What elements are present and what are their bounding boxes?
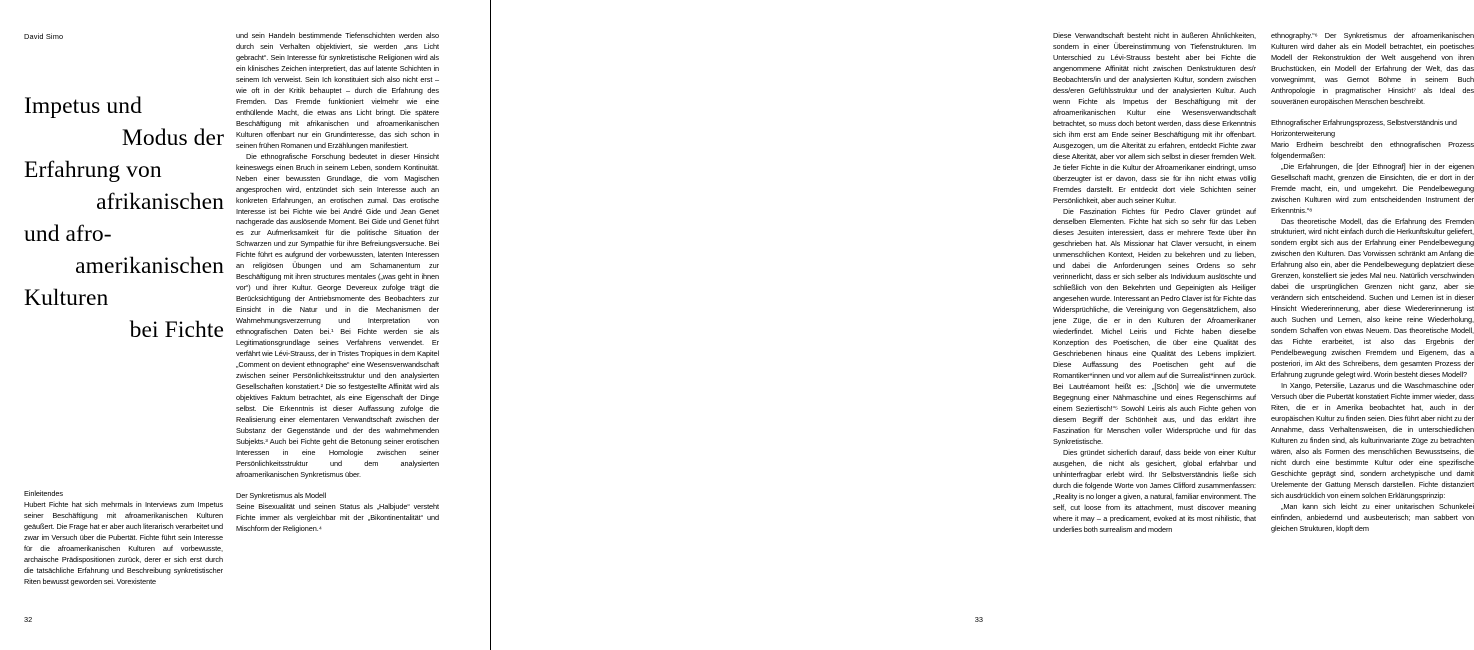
column-2 — [236, 31, 439, 535]
c4-paragraph-4: In Xango, Petersilie, Lazarus und die Waschmaschine oder Versuch über die Pubertät konstatiert Fichte immer wieder, dass Riten, die er in Amerika beobachtet hat, auch in der europäischen Kultur zu finden seien. Dies führt aber nicht zu der Annahme, dass Verhaltensweisen, die in unterschiedlichen Kulturen zu finden sind, als kulturinvariante Züge zu betrachten wären, also als Formen des menschlichen Bewusstseins, die nicht durch eine bestimmte Kultur oder eine spezifische Geschichte geprägt sind, sondern archetypische und damit Urelemente der Gattung Mensch darstellen. Fichte distanziert sich ausdrücklich von einem solchen Erklärungsprinzip: — [1271, 381, 1474, 500]
title-line-6: amerikanischen — [75, 253, 224, 280]
folio-left: 32 — [24, 614, 33, 624]
folio-right: 33 — [974, 614, 983, 624]
c2-paragraph-2: Die ethnografische Forschung bedeutet in dieser Hinsicht keineswegs einen Bruch in seinem Leben, sondern Kontinuität. Neben einer bewussten Grundlage, die vom Magischen angesprochen wird, entzündet sich sein Interesse auch an konkreten Erfahrungen, an erotischen zumal. Das erotische Interesse ist bei Fichte wie bei André Gide und Jean Genet nachgerade das auslösende Moment. Bei Gide und Genet führt es zur Aufmerksamkeit für die politische Situation der Schwarzen und zur Sympathie für ihre Befreiungsversuche. Bei Fichte führt es aufgrund der vorbewussten, latenten Interessen an religiösen Übungen und am Schamanentum zur Beschäftigung mit ihren structures mentales („was geht in ihnen vor“) und ihrer Kultur. George Devereux zufolge trägt die Berücksichtigung der Antriebsmomente des Beobachters zur Einsicht in die Natur und in die Mechanismen der Wahrnehmungsverzerrung und Interpretation von ethnografischen Daten bei.¹ Bei Fichte werden sie als Legitimationsgrundlage seines Verfahrens verwendet. Er verfährt wie Lévi-Strauss, der in Tristes Tropiques in dem Kapitel „Comment on devient ethnographe“ eine Wesensverwandschaft zwischen seiner Persönlichkeitsstruktur und den analysierten Gesellschaften konstatiert.² Die so festgestellte Affinität wird als objektives Faktum betrachtet, als eine Eigenschaft der Dinge selbst. Die Erkenntnis ist dieser Auffassung zufolge die Realisierung einer elementaren Verwandtschaft zwischen der Substanz der Gegenstände und der des wahrnehmenden Subjekts.³ Auch bei Fichte geht die Betonung seiner erotischen Interessen in eine Homologie zwischen seiner Persönlichkeitsstruktur und dem analysierten afroamerikanischen Synkretismus über. — [236, 151, 439, 479]
column-3 — [1053, 31, 1256, 536]
c4-paragraph-1: ethnography.“⁶ Der Synkretismus der afroamerikanischen Kulturen wird daher als ein Modell betrachtet, ein poetisches Modell der Rekonstruktion der Welt ausgehend von ihren Bruchstücken, ein Modell der Erfahrung der Welt, das das vorwegnimmt, was Gernot Böhme in seinem Buch Anthropologie in pragmatischer Hinsicht⁷ als Ideal des souveränen europäischen Menschen beschreibt. — [1271, 31, 1474, 106]
running-head-author: David Simo — [24, 32, 64, 41]
c3-paragraph-1: Diese Verwandtschaft besteht nicht in äußeren Ähnlichkeiten, sondern in einer Übereinstimmung von Tiefenstrukturen. Im Unterschied zu Lévi-Strauss besteht aber bei Fichte die angenommene Affinität nicht zwischen Denkstrukturen des/r Beobachters/in und der analysierten Kultur, sondern zwischen dess/eren Gefühlsstruktur und der analysierten Kultur. Auch wenn Fichte als Impetus der Beschäftigung mit der afroamerikanischen Kultur eine Wesensverwandtschaft betrachtet, so muss doch betont werden, dass diese Erkenntnis sich ihm erst am Ende seiner Beschäftigung mit ihr offenbart. Ausgezogen, um die Alterität zu erfahren, entdeckt Fichte zwar diese Alterität, aber vor allem sich selbst in dieser fremden Welt. Je tiefer Fichte in die Kultur der Afroamerikaner eindringt, umso überzeugter ist er davon, dass sie für ihn nicht etwas völlig Fremdes darstellt. Er entdeckt dort viele Schichten seiner Persönlichkeit, aber auch seiner Kultur. — [1053, 31, 1256, 205]
page-title — [24, 90, 224, 347]
c2-paragraph-3: Seine Bisexualität und seinen Status als „Halbjude“ versteht Fichte immer als vergleichbar mit der „Bikontinentalität“ und Mischform der Religionen.⁴ — [236, 501, 439, 533]
title-line-2: Modus der — [121, 125, 224, 152]
title-line-7: Kulturen — [24, 285, 109, 312]
title-line-1: Impetus und — [24, 93, 142, 119]
page-left — [0, 0, 490, 650]
page-right — [491, 0, 1474, 650]
title-line-4: afrikanischen — [96, 189, 224, 216]
column-intro — [24, 489, 223, 588]
c2-subhead: Der Synkretismus als Modell — [236, 490, 327, 500]
title-line-8: bei Fichte — [129, 317, 224, 344]
title-line-3: Erfahrung von — [24, 157, 162, 184]
c4-subhead: Ethnografischer Erfahrungsprozess, Selbstverständnis und Horizonterweiterung — [1271, 117, 1457, 138]
c4-paragraph-3: Das theoretische Modell, das die Erfahrung des Fremden strukturiert, wird nicht einfach durch die Herkunftskultur geliefert, sondern ergibt sich aus der Erfahrung einer Pendelbewegung zwischen den Kulturen. Das Vorwissen schränkt am Anfang die Erfahrung also ein, aber die Pendelbewegung deplatziert diese Grenzen, konstelliert sie jedes Mal neu. Natürlich verschwinden dabei die ursprünglichen Grenzen nicht ganz, aber sie verändern sich entscheidend. Suchen und Lernen ist in dieser Hinsicht Wiedererinnerung, aber diese Wiedererinnerung ist auch Suchen und Lernen, also keine reine Wiederholung, sondern Schaffen von etwas Neuem. Das theoretische Modell, das Fichte erarbeitet, ist also das Ergebnis der Pendelbewegung zwischen Fremdem und Eigenem, das a posteriori, im Akt des Schreibens, dem gesamten Prozess der Erfahrung zugrunde gelegt wird. Worin besteht dieses Modell? — [1271, 216, 1474, 380]
c3-paragraph-2: Die Faszination Fichtes für Pedro Claver gründet auf denselben Elementen. Fichte hat sich so sehr für das Leben dieses Jesuiten interessiert, dass er mehrere Texte über ihn geschrieben hat. Als Missionar hat Claver versucht, in einem unmenschlichen Kontext, Heiden zu bekehren und zu lieben, und dabei die Anforderungen seines Ordens so sehr verinnerlicht, dass er sich selber als Individuum auslöschte und schließlich von den Bekehrten und Gepeinigten als Heiliger angesehen wurde. Interessant an Pedro Claver ist für Fichte das Widersprüchliche, die Vereinigung von Gegensätzlichem, also jene Züge, die er in den Kulturen der Afroamerikaner wiederfindet. Michel Leiris und Fichte haben dieselbe Konzeption des Poetischen, die über eine Qualität des Geschriebenen hinaus eine Qualität des Lebens impliziert. Diese Auffassung des Poetischen geht auf die Romantiker*innen und vor allem auf die Surrealist*innen zurück. Bei Lautréamont heißt es: „[Schön] wie die unvermutete Begegnung einer Nähmaschine und eines Regenschirms auf einem Seziertisch!“⁵ Sowohl Leiris als auch Fichte gehen von diesem Begriff der Schönheit aus, und das erklärt ihre Faszination für Menschen voller Widersprüche und für das Synkretistische. — [1053, 206, 1256, 446]
c4-paragraph-2: Mario Erdheim beschreibt den ethnografischen Prozess folgendermaßen: — [1271, 139, 1474, 160]
intro-heading: Einleitendes — [24, 489, 63, 498]
c2-paragraph-1: und sein Handeln bestimmende Tiefenschichten werden also durch sein Verhalten objektiviert, sie werden „ans Licht gebracht“. Sein Interesse für synkretistische Religionen wird als ein klinisches Zeichen interpretiert, das auf latente Schichten in seinem Ich verweist. Sein Ich konstituiert sich also nicht erst – wie oft in der Kritik behauptet – durch die Erfahrung des Fremden. Das Fremde funktioniert vielmehr wie eine enthüllende Macht, die etwas ans Licht bringt. Die spätere Beschäftigung mit afrikanischen und afroamerikanischen Kulturen offenbart nur ein Grundinteresse, das sich schon in seinen frühen Romanen und Erzählungen manifestiert. — [236, 31, 439, 150]
title-line-5: und afro- — [24, 221, 112, 248]
c3-paragraph-3: Dies gründet sicherlich darauf, dass beide von einer Kultur ausgehen, die nicht als gesichert, global erfahrbar und unhinterfragbar erlebt wird. Ihr Selbstverständnis ließe sich durch die folgende Worte von James Clifford zusammenfassen: „Reality is no longer a given, a natural, familiar environment. The self, cut loose from its attachment, must discover meaning where it may – a predicament, evoked at its most nihilistic, that underlies both surrealism and modern — [1053, 447, 1256, 534]
c4-quote-2: „Man kann sich leicht zu einer unitarischen Schunkelei einfinden, anbiedernd und ausbeuterisch; man sabbert von gleichen Strukturen, klopft dem — [1271, 501, 1474, 533]
c4-quote-1: „Die Erfahrungen, die [der Ethnograf] hier in der eigenen Gesellschaft macht, grenzen die Einsichten, die er dort in der Fremde macht, ein, und umgekehrt. Die Pendelbewegung zwischen Kulturen wird zum entscheidenden Instrument der Erkenntnis.“⁸ — [1271, 161, 1474, 215]
intro-paragraph: Hubert Fichte hat sich mehrmals in Interviews zum Impetus seiner Beschäftigung mit afroamerikanischen Kulturen geäußert. Die Frage hat er aber auch literarisch verarbeitet und zwar im Versuch über die Pubertät. Fichte führt sein Interesse für die afroamerikanischen Kulturen auf vorbewusste, archaische Prädispositionen zurück, derer er sich erst durch die tatsächliche Erfahrung und Beschreibung synkretistischer Riten bewusst geworden sei. Vorexistente — [24, 499, 223, 586]
column-4 — [1271, 31, 1474, 535]
